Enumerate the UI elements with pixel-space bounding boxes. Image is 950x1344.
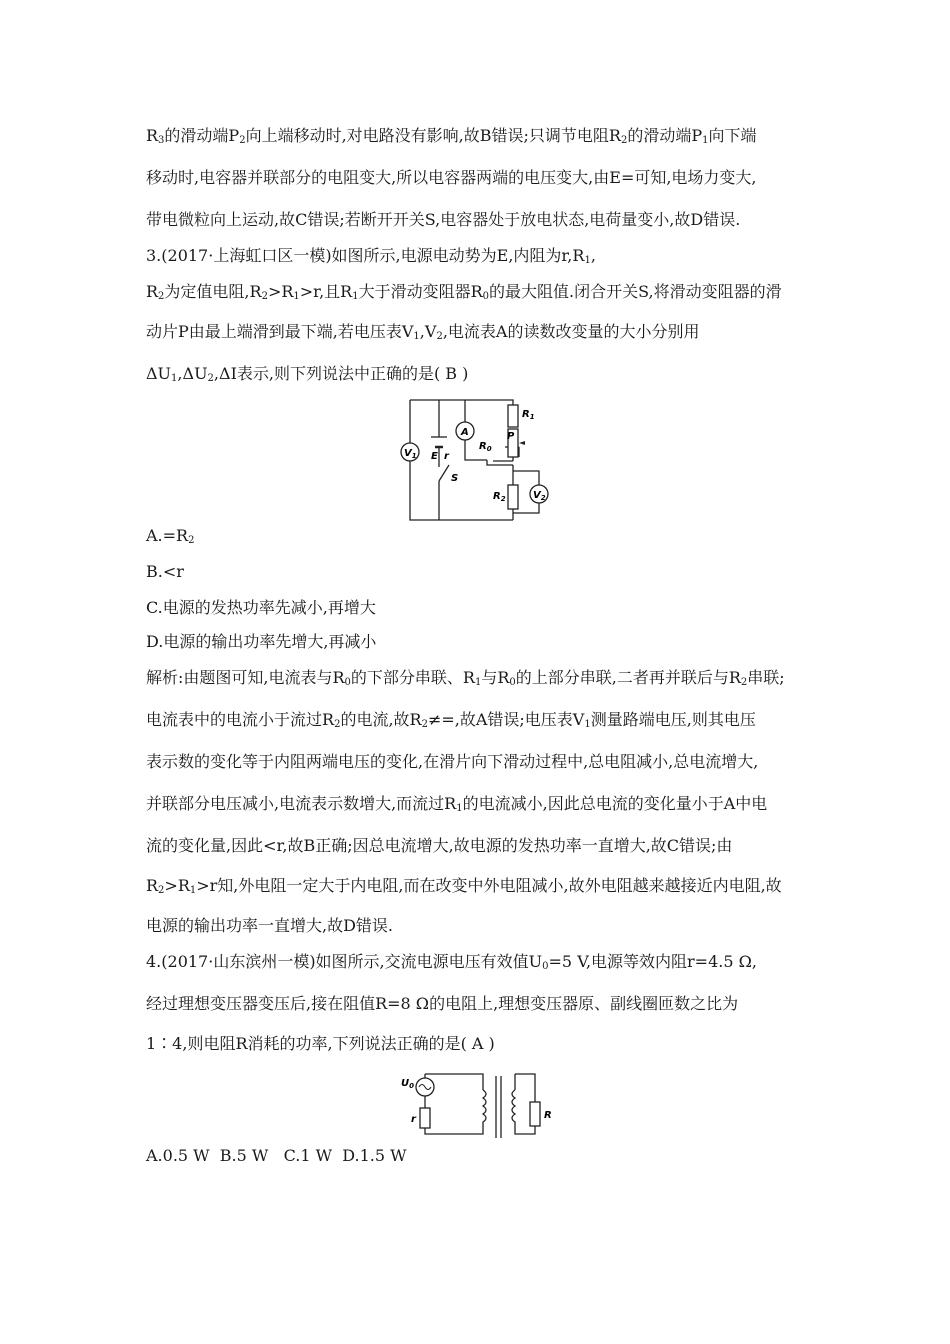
label-p: P bbox=[507, 431, 515, 442]
text-line: $R_2$为定值电阻$,R_2>R_1>r$,且$R_1$大于滑动变阻器$R_0$的最大阻值.闭合开关S,将滑动变阻器的滑 bbox=[146, 282, 782, 302]
text-line: $R_3$的滑动端$P_2$向上端移动时,对电路没有影响,故B错误;只调节电阻$R_2$的滑动端$P_1$向下端 bbox=[146, 126, 757, 146]
option-b: B.<r bbox=[146, 562, 184, 581]
text-line: 移动时,电容器并联部分的电阻变大,所以电容器两端的电压变大,由E=可知,电场力变大, bbox=[146, 168, 757, 187]
analysis-line: 电流表中的电流小于流过$R_2$的电流,故$R_2\ne=$,故A错误;电压表$V_1$测量路端电压,则其电压 bbox=[146, 710, 756, 730]
text-line: 带电微粒向上运动,故C错误;若断开开关S,电容器处于放电状态,电荷量变小,故D错误. bbox=[146, 210, 741, 229]
text-line: $\Delta U_1,\Delta U_2,\Delta I$表示,则下列说法中正确的是( B ) bbox=[146, 364, 469, 384]
analysis-line: $R_2>R_1>r$知,外电阻一定大于内电阻,而在改变中外电阻减小,故外电阻越来越接近内电阻,故 bbox=[146, 876, 782, 896]
label-v2: $V_2$ bbox=[533, 490, 546, 502]
option-d: D.电源的输出功率先增大,再减小 bbox=[146, 632, 377, 651]
analysis-line: 表示数的变化等于内阻两端电压的变化,在滑片向下滑动过程中,总电阻减小,总电流增大, bbox=[146, 752, 759, 771]
secondary-coil bbox=[512, 1090, 515, 1126]
label-u0: $U_0$ bbox=[401, 1078, 414, 1090]
label-r2: $R_2$ bbox=[493, 491, 506, 503]
circuit-diagram bbox=[395, 395, 555, 525]
question-4-options: A.0.5 W B.5 W C.1 W D.1.5 W bbox=[146, 1146, 407, 1165]
transformer-diagram bbox=[395, 1068, 560, 1140]
label-s: S bbox=[451, 473, 459, 484]
label-r0: $R_0$ bbox=[479, 441, 492, 453]
option-c: C.电源的发热功率先减小,再增大 bbox=[146, 598, 376, 617]
resistor-load bbox=[530, 1102, 540, 1126]
text-line: 1∶4,则电阻R消耗的功率,下列说法正确的是( A ) bbox=[146, 1034, 495, 1053]
text-line: 动片P由最上端滑到最下端,若电压表$V_1,V_2$,电流表A的读数改变量的大小分别用 bbox=[146, 322, 700, 342]
question-4-stem: 4.(2017·山东滨州一模)如图所示,交流电源电压有效值$U_0=5$ V,电源等效内阻r=4.5 Ω, bbox=[146, 952, 757, 972]
analysis-line: 并联部分电压减小,电流表示数增大,而流过$R_1$的电流减小,因此总电流的变化量小于A中电 bbox=[146, 794, 768, 814]
analysis-line: 电源的输出功率一直增大,故D错误. bbox=[146, 916, 394, 935]
label-r1: $R_1$ bbox=[522, 409, 535, 421]
label-a: A bbox=[461, 427, 469, 438]
label-v1: $V_1$ bbox=[404, 448, 417, 460]
analysis-line: 解析:由题图可知,电流表与$R_0$的下部分串联、$R_1$与$R_0$的上部分串联,二者再并联后与$R_2$串联; bbox=[146, 668, 785, 688]
label-r: r bbox=[411, 1114, 416, 1125]
resistor-r-internal bbox=[420, 1108, 430, 1128]
resistor-r2 bbox=[508, 485, 518, 509]
slider-arrow-icon bbox=[519, 441, 525, 445]
primary-coil bbox=[483, 1090, 486, 1126]
question-3-stem: 3.(2017·上海虹口区一模)如图所示,电源电动势为E,内阻为$r,R_1$, bbox=[146, 246, 596, 266]
label-r: r bbox=[444, 451, 449, 462]
label-e: E bbox=[431, 451, 438, 462]
resistor-r1 bbox=[508, 405, 518, 427]
analysis-line: 流的变化量,因此<r,故B正确;因总电流增大,故电源的发热功率一直增大,故C错误;由 bbox=[146, 836, 733, 855]
label-load-r: R bbox=[544, 1110, 552, 1121]
text-line: 经过理想变压器变压后,接在阻值R=8 Ω的电阻上,理想变压器原、副线圈匝数之比为 bbox=[146, 994, 739, 1013]
option-a: $A.=R_2$ bbox=[146, 526, 195, 546]
